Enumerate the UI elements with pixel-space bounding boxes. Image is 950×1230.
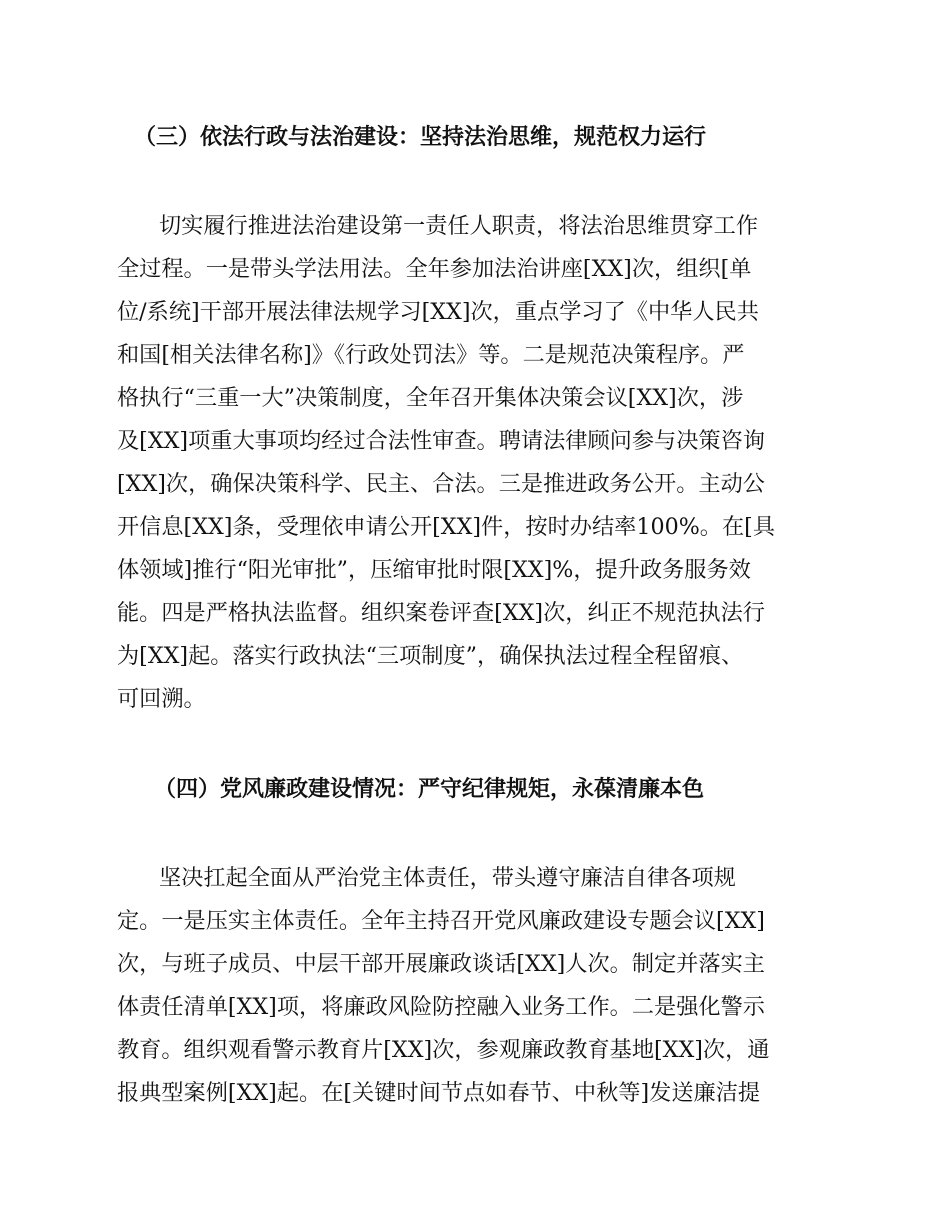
paragraph-line: 可回溯。 [117,686,206,712]
paragraph-line: 全过程。一是带头学法用法。全年参加法治讲座[XX]次，组织[单 [117,256,752,282]
section-4-heading: （四）党风廉政建设情况：严守纪律规矩，永葆清廉本色 [154,777,705,802]
paragraph-line: 格执行“三重一大”决策制度，全年召开集体决策会议[XX]次，涉 [117,385,744,411]
paragraph-line: 体领域]推行“阳光审批”，压缩审批时限[XX]%，提升政务服务效 [117,557,751,583]
paragraph-line: 坚决扛起全面从严治党主体责任，带头遵守廉洁自律各项规 [159,865,736,891]
paragraph-line: 切实履行推进法治建设第一责任人职责，将法治思维贯穿工作 [159,213,759,239]
paragraph-line: 体责任清单[XX]项，将廉政风险防控融入业务工作。二是强化警示 [117,994,765,1020]
paragraph-line: 次，与班子成员、中层干部开展廉政谈话[XX]人次。制定并落实主 [117,951,765,977]
paragraph-line: 定。一是压实主体责任。全年主持召开党风廉政建设专题会议[XX] [117,908,765,934]
section-3-heading: （三）依法行政与法治建设：坚持法治思维，规范权力运行 [134,125,707,150]
paragraph-line: 为[XX]起。落实行政执法“三项制度”，确保执法过程全程留痕、 [117,643,744,669]
paragraph-line: 能。四是严格执法监督。组织案卷评查[XX]次，纠正不规范执法行 [117,600,765,626]
paragraph-line: 和国[相关法律名称]》《行政处罚法》等。二是规范决策程序。严 [117,342,745,368]
paragraph-line: 及[XX]项重大事项均经过合法性审查。聘请法律顾问参与决策咨询 [117,428,765,454]
paragraph-line: 开信息[XX]条，受理依申请公开[XX]件，按时办结率100%。在[具 [117,514,776,540]
paragraph-line: 报典型案例[XX]起。在[关键时间节点如春节、中秋等]发送廉洁提 [117,1080,761,1106]
paragraph-line: 位/系统]干部开展法律法规学习[XX]次，重点学习了《中华人民共 [117,299,759,325]
paragraph-line: 教育。组织观看警示教育片[XX]次，参观廉政教育基地[XX]次，通 [117,1037,770,1063]
paragraph-line: [XX]次，确保决策科学、民主、合法。三是推进政务公开。主动公 [117,471,765,497]
